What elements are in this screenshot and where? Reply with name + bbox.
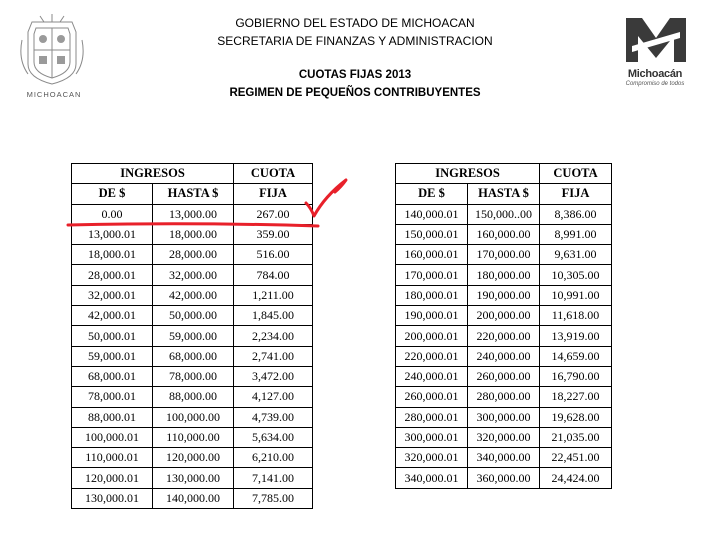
cell-cuota: 22,451.00 (540, 448, 612, 468)
cell-de: 340,000.01 (396, 468, 468, 488)
fee-table-left (71, 163, 313, 509)
cell-hasta: 170,000.00 (468, 245, 540, 265)
table-row (396, 407, 612, 427)
cell-de: 50,000.01 (72, 326, 153, 346)
cell-cuota: 21,035.00 (540, 427, 612, 447)
cell-cuota: 19,628.00 (540, 407, 612, 427)
header-de: DE $ (72, 184, 153, 204)
cell-de: 150,000.01 (396, 224, 468, 244)
cell-hasta: 260,000.00 (468, 366, 540, 386)
cell-de: 200,000.01 (396, 326, 468, 346)
table-row (72, 306, 313, 326)
cell-de: 68,000.01 (72, 366, 153, 386)
cell-cuota: 7,785.00 (234, 488, 313, 508)
table-row (396, 306, 612, 326)
cell-hasta: 320,000.00 (468, 427, 540, 447)
cell-cuota: 9,631.00 (540, 245, 612, 265)
cell-cuota: 13,919.00 (540, 326, 612, 346)
header-fija: FIJA (540, 184, 612, 204)
cell-hasta: 100,000.00 (153, 407, 234, 427)
cell-de: 160,000.01 (396, 245, 468, 265)
table-row (72, 265, 313, 285)
table-row (396, 448, 612, 468)
cell-hasta: 28,000.00 (153, 245, 234, 265)
table-row (396, 265, 612, 285)
cell-cuota: 6,210.00 (234, 448, 313, 468)
table-row (72, 285, 313, 305)
cell-cuota: 14,659.00 (540, 346, 612, 366)
cell-de: 120,000.01 (72, 468, 153, 488)
table-row (72, 204, 313, 224)
table-row (72, 468, 313, 488)
cell-hasta: 190,000.00 (468, 285, 540, 305)
header-line-2: SECRETARIA DE FINANZAS Y ADMINISTRACION (217, 34, 493, 48)
cell-hasta: 78,000.00 (153, 366, 234, 386)
cell-hasta: 13,000.00 (153, 204, 234, 224)
header-cuota: CUOTA (540, 164, 612, 184)
table-row (396, 204, 612, 224)
brand-name: Michoacán (627, 68, 683, 80)
table-row (396, 346, 612, 366)
table-row (396, 366, 612, 386)
table-row (396, 285, 612, 305)
cell-de: 190,000.01 (396, 306, 468, 326)
fee-table-right (395, 163, 612, 489)
cell-cuota: 11,618.00 (540, 306, 612, 326)
cell-cuota: 18,227.00 (540, 387, 612, 407)
cell-de: 140,000.01 (396, 204, 468, 224)
cell-de: 170,000.01 (396, 265, 468, 285)
cell-hasta: 280,000.00 (468, 387, 540, 407)
cell-cuota: 7,141.00 (234, 468, 313, 488)
cell-cuota: 16,790.00 (540, 366, 612, 386)
table-row (396, 427, 612, 447)
cell-cuota: 10,991.00 (540, 285, 612, 305)
cell-cuota: 4,127.00 (234, 387, 313, 407)
cell-cuota: 2,234.00 (234, 326, 313, 346)
cell-cuota: 359.00 (234, 224, 313, 244)
cell-de: 32,000.01 (72, 285, 153, 305)
cell-de: 42,000.01 (72, 306, 153, 326)
cell-cuota: 24,424.00 (540, 468, 612, 488)
cell-de: 110,000.01 (72, 448, 153, 468)
cell-hasta: 160,000.00 (468, 224, 540, 244)
cell-de: 78,000.01 (72, 387, 153, 407)
cell-de: 280,000.01 (396, 407, 468, 427)
table-row (396, 387, 612, 407)
page-title: CUOTAS FIJAS 2013 (298, 69, 412, 81)
cell-hasta: 68,000.00 (153, 346, 234, 366)
brand-slogan: Compromiso de todos (625, 81, 685, 87)
cell-hasta: 50,000.00 (153, 306, 234, 326)
cell-de: 0.00 (72, 204, 153, 224)
table-row (72, 427, 313, 447)
header-ingresos: INGRESOS (72, 164, 234, 184)
cell-de: 180,000.01 (396, 285, 468, 305)
cell-de: 220,000.01 (396, 346, 468, 366)
cell-cuota: 8,386.00 (540, 204, 612, 224)
cell-hasta: 180,000.00 (468, 265, 540, 285)
cell-cuota: 267.00 (234, 204, 313, 224)
cell-de: 100,000.01 (72, 427, 153, 447)
table-row (72, 488, 313, 508)
cell-de: 13,000.01 (72, 224, 153, 244)
michoacan-m-logo-icon (622, 12, 690, 66)
cell-de: 260,000.01 (396, 387, 468, 407)
cell-hasta: 88,000.00 (153, 387, 234, 407)
cell-cuota: 1,211.00 (234, 285, 313, 305)
cell-hasta: 42,000.00 (153, 285, 234, 305)
cell-de: 300,000.01 (396, 427, 468, 447)
table-row (396, 468, 612, 488)
header-ingresos: INGRESOS (396, 164, 540, 184)
table-row (396, 326, 612, 346)
header-hasta: HASTA $ (153, 184, 234, 204)
cell-hasta: 220,000.00 (468, 326, 540, 346)
cell-de: 320,000.01 (396, 448, 468, 468)
cell-de: 130,000.01 (72, 488, 153, 508)
header-cuota: CUOTA (234, 164, 313, 184)
table-row (72, 407, 313, 427)
cell-hasta: 59,000.00 (153, 326, 234, 346)
cell-hasta: 150,000..00 (468, 204, 540, 224)
cell-cuota: 4,739.00 (234, 407, 313, 427)
cell-hasta: 340,000.00 (468, 448, 540, 468)
cell-hasta: 200,000.00 (468, 306, 540, 326)
cell-cuota: 8,991.00 (540, 224, 612, 244)
cell-hasta: 18,000.00 (153, 224, 234, 244)
table-row (396, 224, 612, 244)
cell-de: 240,000.01 (396, 366, 468, 386)
table-row (72, 245, 313, 265)
cell-cuota: 5,634.00 (234, 427, 313, 447)
cell-cuota: 2,741.00 (234, 346, 313, 366)
cell-hasta: 110,000.00 (153, 427, 234, 447)
table-row (72, 448, 313, 468)
header-hasta: HASTA $ (468, 184, 540, 204)
cell-cuota: 10,305.00 (540, 265, 612, 285)
table-row (72, 346, 313, 366)
table-row (72, 387, 313, 407)
cell-hasta: 360,000.00 (468, 468, 540, 488)
header-fija: FIJA (234, 184, 313, 204)
table-row (396, 245, 612, 265)
cell-hasta: 130,000.00 (153, 468, 234, 488)
header-line-1: GOBIERNO DEL ESTADO DE MICHOACAN (235, 16, 475, 30)
cell-hasta: 300,000.00 (468, 407, 540, 427)
cell-hasta: 240,000.00 (468, 346, 540, 366)
table-row (72, 326, 313, 346)
cell-de: 18,000.01 (72, 245, 153, 265)
cell-de: 28,000.01 (72, 265, 153, 285)
table-row (72, 224, 313, 244)
page-subtitle: REGIMEN DE PEQUEÑOS CONTRIBUYENTES (229, 87, 481, 99)
cell-cuota: 516.00 (234, 245, 313, 265)
cell-cuota: 3,472.00 (234, 366, 313, 386)
cell-hasta: 32,000.00 (153, 265, 234, 285)
cell-hasta: 120,000.00 (153, 448, 234, 468)
cell-de: 88,000.01 (72, 407, 153, 427)
cell-cuota: 1,845.00 (234, 306, 313, 326)
cell-hasta: 140,000.00 (153, 488, 234, 508)
table-row (72, 366, 313, 386)
header-de: DE $ (396, 184, 468, 204)
cell-cuota: 784.00 (234, 265, 313, 285)
seal-caption: MICHOACAN (26, 90, 82, 99)
cell-de: 59,000.01 (72, 346, 153, 366)
